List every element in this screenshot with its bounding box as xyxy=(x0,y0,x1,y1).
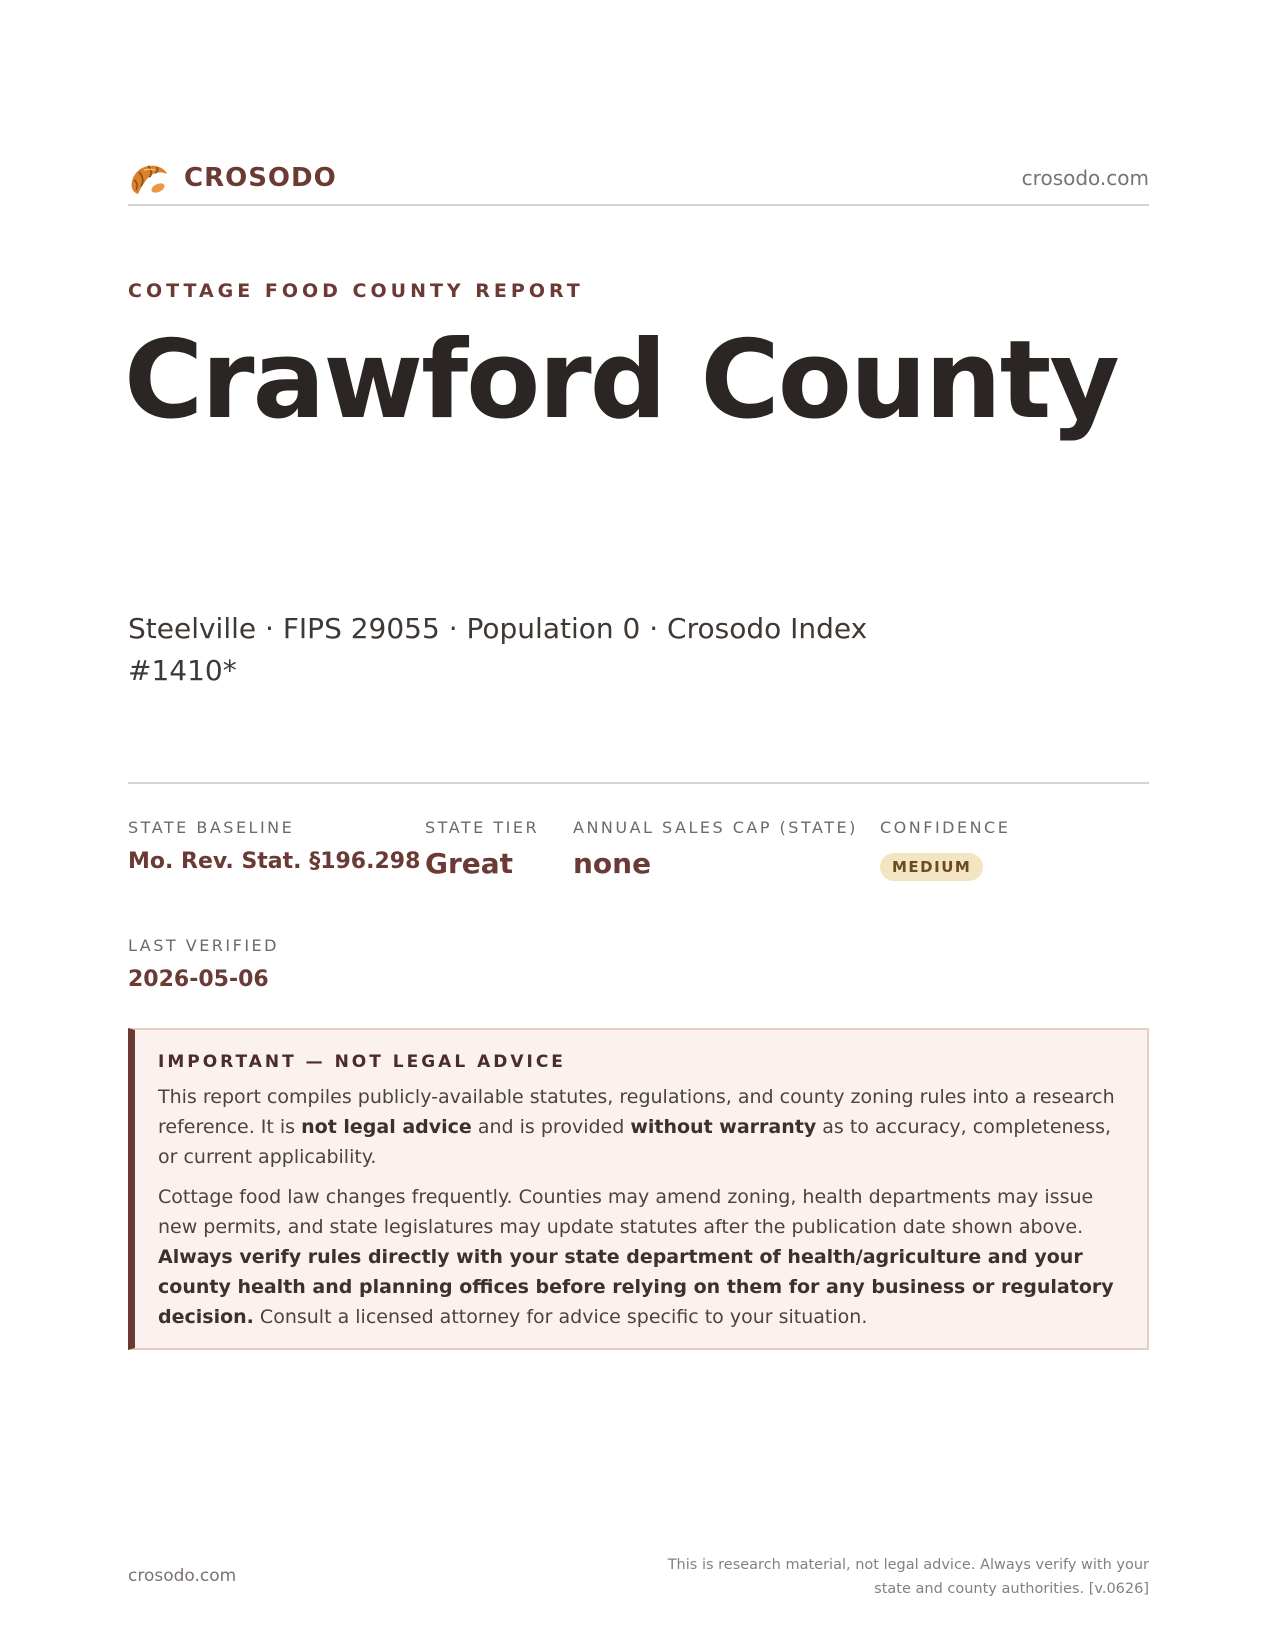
report-kicker: COTTAGE FOOD COUNTY REPORT xyxy=(128,280,584,302)
fact-confidence xyxy=(880,818,1010,881)
section-divider xyxy=(128,782,1149,784)
page-title: Crawford County xyxy=(124,318,1118,443)
brand-name: CROSODO xyxy=(184,163,337,193)
county-summary: Steelville · FIPS 29055 · Population 0 · Crosodo Index #1410* xyxy=(128,612,868,687)
fact-value: Great xyxy=(425,847,514,880)
fact-label: STATE BASELINE xyxy=(128,818,295,837)
croissant-icon xyxy=(128,158,170,198)
fact-value: none xyxy=(573,847,652,880)
footer-site-link[interactable]: crosodo.com xyxy=(128,1566,237,1586)
fact-state-tier xyxy=(425,818,539,880)
fact-last-verified xyxy=(128,936,279,992)
fact-value: Mo. Rev. Stat. §196.298 xyxy=(128,849,421,874)
site-link[interactable]: crosodo.com xyxy=(1021,166,1149,190)
fact-label: LAST VERIFIED xyxy=(128,936,279,955)
notice-emphasis: without warranty xyxy=(630,1116,817,1138)
fact-value: 2026-05-06 xyxy=(128,967,269,992)
notice-text: This report compiles publicly-available statutes, regulations, and county zoning rules into a research reference. It is xyxy=(158,1086,1115,1138)
notice-emphasis: Always verify rules directly with your state department of health/agriculture and your county health and planning offices before relying on them for any business or regulatory decision. xyxy=(158,1246,1114,1328)
page-header xyxy=(128,158,1149,206)
fact-sales-cap xyxy=(573,818,858,880)
notice-text: Cottage food law changes frequently. Counties may amend zoning, health departments may issue new permits, and state legislatures may update statutes after the publication date shown above. xyxy=(158,1186,1094,1238)
legal-notice xyxy=(128,1028,1149,1350)
fact-label: ANNUAL SALES CAP (STATE) xyxy=(573,818,858,837)
brand[interactable] xyxy=(128,158,337,198)
notice-text: Consult a licensed attorney for advice specific to your situation. xyxy=(253,1306,868,1328)
fact-label: STATE TIER xyxy=(425,818,540,837)
footer-disclaimer: This is research material, not legal advice. Always verify with your state and county authorities. [v.0626] xyxy=(667,1557,1149,1597)
confidence-badge: MEDIUM xyxy=(880,853,983,881)
notice-paragraph xyxy=(158,1082,1121,1172)
notice-text: as to accuracy, completeness, or current applicability. xyxy=(158,1116,1112,1168)
fact-label: CONFIDENCE xyxy=(880,818,1011,837)
notice-emphasis: not legal advice xyxy=(301,1116,472,1138)
notice-title: IMPORTANT — NOT LEGAL ADVICE xyxy=(158,1052,566,1072)
fact-state-baseline xyxy=(128,818,420,874)
notice-paragraph xyxy=(158,1182,1121,1332)
notice-text: and is provided xyxy=(471,1116,631,1138)
report-page xyxy=(124,0,1149,1650)
